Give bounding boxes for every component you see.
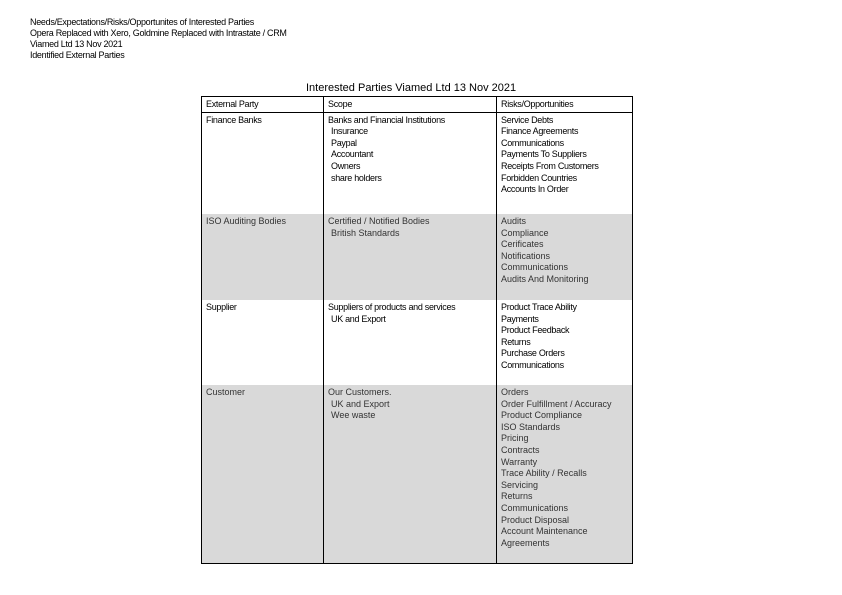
document-header [30,17,287,61]
party-name: Finance Banks [206,114,262,125]
header-line: Viamed Ltd 13 Nov 2021 [30,39,123,49]
risk-item: Product Feedback [501,325,570,336]
risk-item: Compliance [501,227,549,238]
risk-item: Product Compliance [501,410,583,421]
risk-item: Payments To Suppliers [501,149,587,160]
risk-item: Orders [501,387,529,398]
risk-item: Service Debts [501,114,554,125]
risk-item: Trace Ability / Recalls [501,468,587,479]
party-name: Customer [206,387,246,398]
table-row [202,300,633,385]
risk-item: Payments [501,313,539,324]
external-party-cell [202,300,324,385]
column-header-risks-opportunities: Risks/Opportunities [497,97,633,113]
scope-item: Certified / Notified Bodies [328,216,430,227]
scope-cell [324,300,497,385]
interested-parties-table [201,96,633,564]
scope-item: Suppliers of products and services [328,302,456,313]
risks-cell [497,385,633,563]
risks-cell [497,112,633,214]
risk-item: Pricing [501,433,529,444]
scope-item: Banks and Financial Institutions [328,114,445,125]
party-name: Supplier [206,302,237,313]
scope-item: UK and Export [331,398,390,409]
external-party-cell [202,214,324,300]
risk-item: ISO Standards [501,421,561,432]
risks-cell [497,300,633,385]
risk-item: Returns [501,491,533,502]
risk-item: Product Disposal [501,514,570,525]
risk-item: Communications [501,262,569,273]
risk-item: Product Trace Ability [501,302,577,313]
scope-cell [324,385,497,563]
column-header-external-party: External Party [202,97,324,113]
party-name: ISO Auditing Bodies [206,216,287,227]
risk-item: Servicing [501,479,539,490]
risk-item: Order Fulfillment / Accuracy [501,398,612,409]
scope-item: Our Customers. [328,387,392,398]
risk-item: Returns [501,336,531,347]
scope-item: British Standards [331,227,400,238]
risk-item: Communications [501,137,564,148]
header-line: Needs/Expectations/Risks/Opportunites of Interested Parties [30,17,254,27]
risk-item: Accounts In Order [501,184,569,195]
scope-item: Owners [331,160,361,171]
risk-item: Purchase Orders [501,348,565,359]
risk-item: Notifications [501,250,551,261]
risks-cell [497,214,633,300]
scope-cell [324,112,497,214]
risk-item: Audits [501,216,527,227]
risk-item: Communications [501,360,564,371]
risk-item: Receipts From Customers [501,160,599,171]
external-party-cell [202,385,324,563]
header-line: Identified External Parties [30,50,125,60]
scope-cell [324,214,497,300]
table-title: Interested Parties Viamed Ltd 13 Nov 2021 [306,82,517,94]
scope-item: share holders [331,172,382,183]
risk-item: Audits And Monitoring [501,274,589,285]
scope-item: Paypal [331,137,357,148]
scope-item: Wee waste [331,410,376,421]
risk-item: Finance Agreements [501,126,579,137]
risk-item: Account Maintenance [501,526,588,537]
risk-item: Cerificates [501,239,544,250]
scope-item: UK and Export [331,313,386,324]
header-line: Opera Replaced with Xero, Goldmine Replaced with Intrastate / CRM [30,28,287,38]
risk-item: Forbidden Countries [501,172,577,183]
table-header-row [202,97,633,113]
table-row [202,112,633,214]
column-header-scope: Scope [324,97,497,113]
scope-item: Insurance [331,126,368,137]
risk-item: Agreements [501,537,550,548]
scope-item: Accountant [331,149,374,160]
risk-item: Communications [501,503,569,514]
risk-item: Contracts [501,445,540,456]
table-row [202,385,633,563]
table-row [202,214,633,300]
risk-item: Warranty [501,456,538,467]
external-party-cell [202,112,324,214]
